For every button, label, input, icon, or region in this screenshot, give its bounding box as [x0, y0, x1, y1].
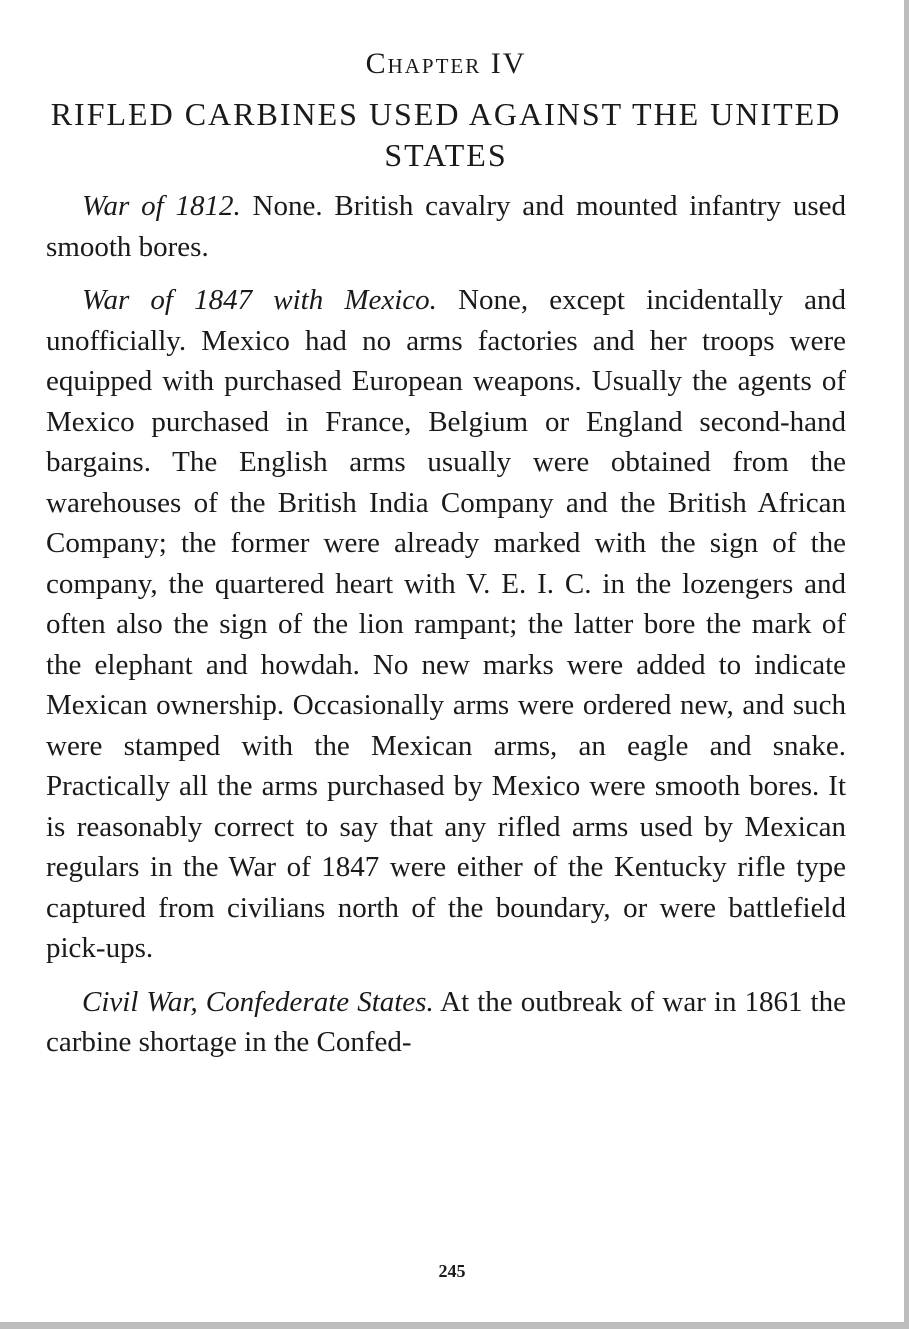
- section-body: None. British cavalry and mounted infantry used smooth bores.: [46, 190, 847, 263]
- page-number: 245: [438, 1261, 466, 1281]
- page-content: [46, 40, 846, 1076]
- chapter-label: Chapter IV: [365, 47, 527, 80]
- section-civil-war: [46, 982, 846, 1063]
- section-war-of-1812: [46, 186, 846, 267]
- section-heading: War of 1812.: [82, 190, 241, 222]
- section-heading: Civil War, Confederate States.: [82, 985, 434, 1018]
- section-war-with-mexico: [46, 280, 846, 969]
- section-body: At the outbreak of war in 1861 the carbine shortage in the Confed-: [46, 985, 846, 1058]
- chapter-title: RIFLED CARBINES USED AGAINST THE UNITED STATES: [50, 96, 842, 173]
- section-heading: War of 1847 with Mexico.: [82, 284, 437, 316]
- section-body: None, except incidentally and unofficially. Mexico had no arms factories and her troops were equipped with purchased European weapons. Usually the agents of Mexico purchased in France, Belgium or England second-hand bargains. The English arms usually were obtained from the warehouses of the British India Company and the British African Company; the former were already marked with the sign of the company, the quartered heart with V. E. I. C. in the lozengers and often also the sign of the lion rampant; the latter bore the mark of the elephant and howdah. No new marks were added to indicate Mexican ownership. Occasionally arms were ordered new, and such were stamped with the Mexican arms, an eagle and snake. Practically all the arms purchased by Mexico were smooth bores. It is reasonably correct to say that any rifled arms used by Mexican regulars in the War of 1847 were either of the Kentucky rifle type captured from civilians north of the boundary, or were battlefield pick-ups.: [46, 284, 847, 964]
